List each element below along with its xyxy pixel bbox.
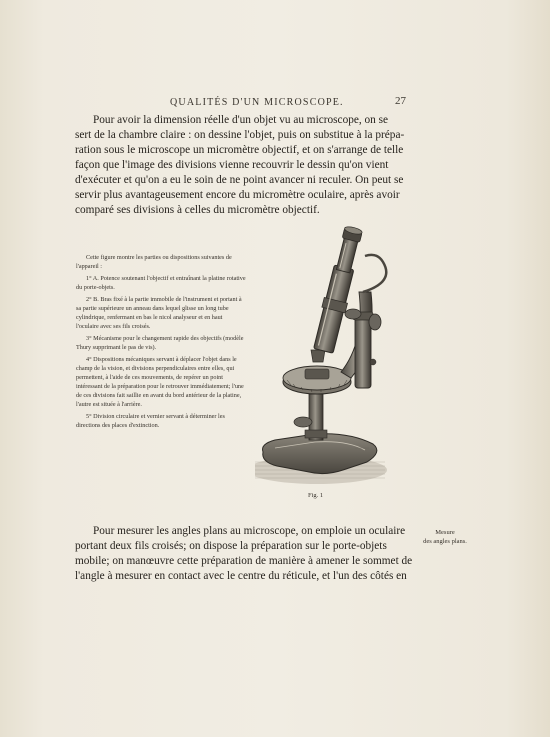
margin-note bbox=[414, 528, 476, 546]
text-line: ration sous le microscope un micromètre objectif, et on s'arrange de telle bbox=[75, 144, 404, 156]
margin-note-line: des angles plans. bbox=[423, 538, 467, 545]
caption-intro: Cette figure montre les parties ou dispositions suivantes de l'appareil : bbox=[76, 254, 232, 270]
running-title: QUALITÉS D'UN MICROSCOPE. bbox=[170, 97, 344, 108]
text-line: portant deux fils croisés; on dispose la préparation sur le porte-objets bbox=[75, 540, 387, 552]
text-line: d'exécuter et qu'on a eu le soin de ne point avancer ni reculer. On peut se bbox=[75, 174, 404, 186]
text-line: comparé ses divisions à celles du micromètre objectif. bbox=[75, 204, 320, 216]
microscope-engraving bbox=[255, 222, 395, 490]
text-line: façon que l'image des divisions vienne recouvrir le dessin qu'on vient bbox=[75, 159, 389, 171]
margin-note-line: Mesure bbox=[435, 529, 455, 536]
text-line: servir plus avantageusement encore du micromètre oculaire, après avoir bbox=[75, 189, 400, 201]
text-line: mobile; on manœuvre cette préparation de manière à amener le sommet de bbox=[75, 555, 413, 567]
text-line: Pour avoir la dimension réelle d'un objet vu au microscope, on se bbox=[93, 114, 389, 126]
caption-item: 2° B. Bras fixé à la partie immobile de l'instrument et portant à sa partie supérieure un anneau dans lequel glisse un long tube cylindrique, renfermant en bas le nicol analyseur et en haut l'oculaire avec ses fils croisés. bbox=[76, 296, 242, 330]
caption-item: 4° Dispositions mécaniques servant à déplacer l'objet dans le champ de la vision, et divisions perpendiculaires entre elles, qui permettent, à l'aide de ces mouvements, de repérer un point intéressant de la préparation pour le retrouver immédiatement; l'une de ces divisions fait saillie en avant du bord antérieur de la platine, l'autre est située à l'arrière. bbox=[76, 356, 244, 408]
caption-item: 5° Division circulaire et vernier servant à déterminer les directions des places d'extinction. bbox=[76, 413, 225, 429]
caption-item: 3° Mécanisme pour le changement rapide des objectifs (modèle Thury supprimant le pas de vis). bbox=[76, 335, 244, 351]
paragraph-chambre-claire bbox=[75, 113, 405, 218]
text-line: sert de la chambre claire : on dessine l'objet, puis on substitue à la prépa- bbox=[75, 129, 405, 141]
caption-item: 1° A. Potence soutenant l'objectif et entraînant la platine rotative du porte-objets. bbox=[76, 275, 246, 291]
figure-caption-list bbox=[76, 253, 246, 433]
paragraph-angles-plans bbox=[75, 524, 413, 584]
text-line: l'angle à mesurer en contact avec le centre du réticule, et l'un des côtés en bbox=[75, 570, 407, 582]
page-number: 27 bbox=[395, 95, 406, 107]
figure-label: Fig. 1 bbox=[308, 492, 324, 499]
text-line: Pour mesurer les angles plans au microscope, on emploie un oculaire bbox=[93, 525, 406, 537]
